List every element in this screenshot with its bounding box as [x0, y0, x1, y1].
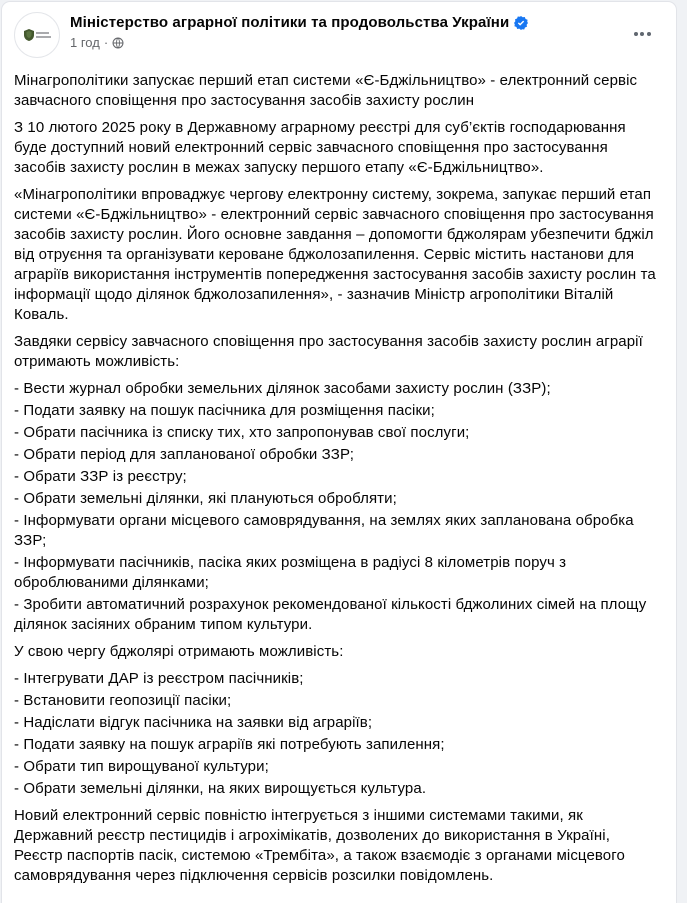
post-header — [2, 2, 676, 62]
post-list-item: - Інтегрувати ДАР із реєстром пасічників; — [14, 670, 304, 687]
post-list — [14, 379, 660, 635]
post-list-item: - Вести журнал обробки земельних ділянок засобами захисту рослин (ЗЗР); — [14, 380, 551, 397]
post-list-item: - Обрати земельні ділянки, які плануються обробляти; — [14, 490, 397, 507]
post-list-item: - Інформувати органи місцевого самоврядування, на землях яких запланована обробка ЗЗР; — [14, 512, 634, 549]
ministry-logo — [24, 29, 51, 41]
avatar[interactable] — [14, 12, 60, 58]
post-list-item: - Обрати період для запланованої обробки ЗЗР; — [14, 446, 355, 463]
more-options-button[interactable] — [626, 22, 658, 46]
timestamp-link[interactable]: 1 год — [70, 35, 100, 50]
post-paragraph: Завдяки сервісу завчасного сповіщення про застосування засобів захисту рослин аграрії отримають можливість: — [14, 333, 643, 370]
post-paragraph: З 10 лютого 2025 року в Державному аграрному реєстрі для суб’єктів господарювання буде доступний новий електронний сервіс завчасного сповіщення про застосування засобів захисту рослин в межах запуску першого етапу «Є-Бджільництво». — [14, 119, 626, 176]
page-name-link[interactable]: Міністерство аграрної політики та продовольства України — [70, 14, 510, 31]
post-meta-row — [70, 35, 528, 50]
post-list-item: - Обрати ЗЗР із реєстру; — [14, 468, 187, 485]
post-paragraph: «Мінагрополітики впроваджує чергову електронну систему, зокрема, запукає перший етап системи «Є-Бджільництво» - електронний сервіс завчасного сповіщення про застосування засобів захисту рослин. Його основне завдання – допомогти бджолярам убезпечити бджіл від отруєння та організувати кероване бджолозапилення. Сервіс містить настанови для аграріїв використання інструментів попередження застосування засобів захисту рослин та інформації щодо ділянок бджолозапилення», - зазначив Міністр агрополітики Віталій Коваль. — [14, 186, 656, 323]
post-text — [2, 62, 676, 903]
more-options-icon — [634, 32, 638, 36]
meta-separator: · — [103, 35, 109, 50]
ministry-shield-icon — [24, 29, 34, 41]
post-paragraph: Мінагрополітики запускає перший етап системи «Є-Бджільництво» - електронний сервіс завчасного сповіщення про застосування засобів захисту рослин — [14, 72, 638, 109]
post-list-item: - Встановити геопозиції пасіки; — [14, 692, 232, 709]
post-list-item: - Зробити автоматичний розрахунок рекомендованої кількості бджолиних сімей на площу ділянок засіяних обраним типом культури. — [14, 596, 647, 633]
post-list-item: - Інформувати пасічників, пасіка яких розміщена в радіусі 8 кілометрів поруч з оброблюваними ділянками; — [14, 554, 567, 591]
name-row — [70, 14, 528, 31]
post-list-item: - Обрати тип вирощуваної культури; — [14, 758, 269, 775]
post-list-item: - Обрати земельні ділянки, на яких вирощується культура. — [14, 780, 427, 797]
post-list-item: - Обрати пасічника із списку тих, хто запропонував свої послуги; — [14, 424, 470, 441]
post-list — [14, 669, 660, 799]
verified-badge-icon — [514, 16, 528, 30]
post-list-item: - Подати заявку на пошук пасічника для розміщення пасіки; — [14, 402, 435, 419]
post-card — [1, 1, 677, 903]
post-paragraph: Новий електронний сервіс повністю інтегрується з іншими системами такими, як Державний реєстр пестицидів і агрохімікатів, дозволених до використання в Україні, Реєстр паспортів пасік, системою «Трембіта», а також взаємодіє з органами місцевого самоврядування через підключення сервісів розсилки повідомлень. — [14, 807, 625, 884]
post-header-meta — [70, 12, 528, 50]
post-list-item: - Надіслати відгук пасічника на заявки від аграріїв; — [14, 714, 373, 731]
globe-icon — [112, 37, 124, 49]
post-list-item: - Подати заявку на пошук аграріїв які потребують запилення; — [14, 736, 445, 753]
ministry-logo-text — [36, 32, 51, 38]
post-paragraph: У свою чергу бджолярі отримають можливість: — [14, 643, 344, 660]
